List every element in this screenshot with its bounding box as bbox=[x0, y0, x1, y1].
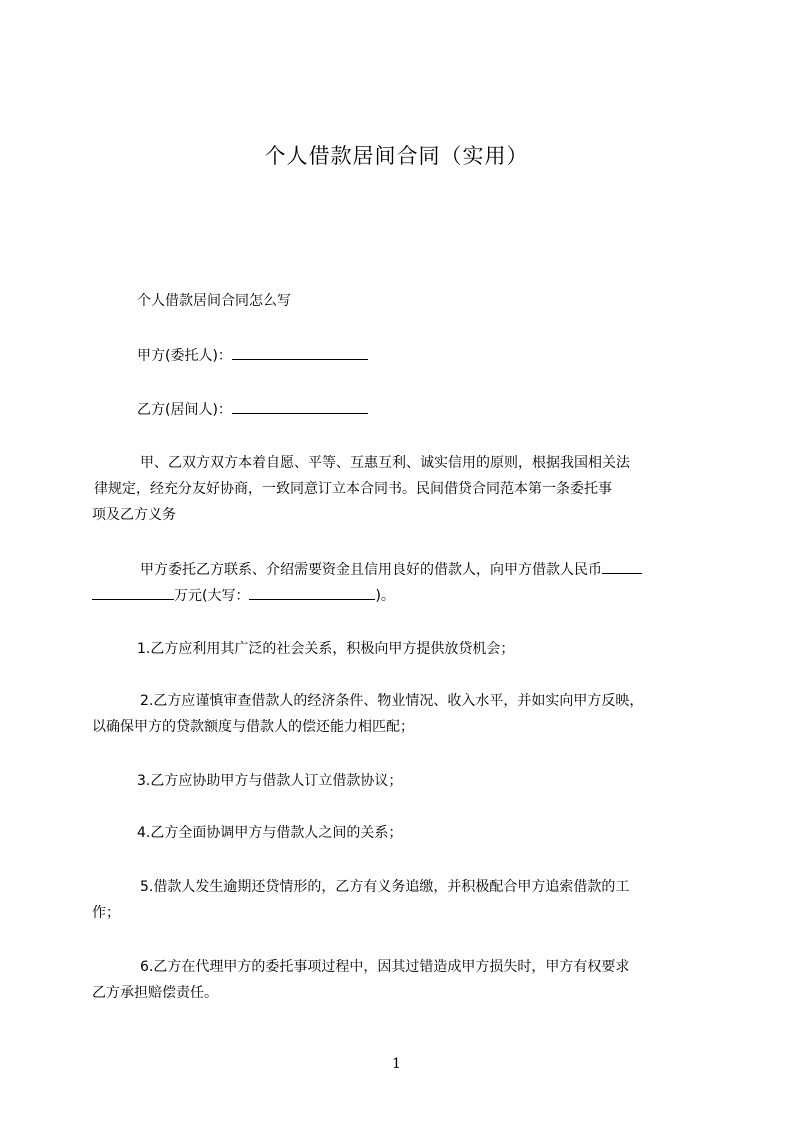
preamble-line-1: 甲、乙双方双方本着自愿、平等、互惠互利、诚实信用的原则，根据我国相关法 bbox=[140, 455, 630, 471]
item-2-line-1: 2.乙方应谨慎审查借款人的经济条件、物业情况、收入水平，并如实向甲方反映， bbox=[140, 693, 644, 709]
entrust-end: )。 bbox=[375, 588, 395, 604]
amount-blank-2 bbox=[92, 584, 174, 600]
party-b-line bbox=[137, 398, 368, 421]
party-b-label: 乙方(居间人)： bbox=[137, 402, 232, 418]
party-a-line bbox=[137, 344, 368, 367]
entrust-line-2 bbox=[92, 584, 395, 607]
item-4: 4.乙方全面协调甲方与借款人之间的关系； bbox=[137, 825, 403, 841]
party-b-blank bbox=[232, 398, 368, 414]
preamble-line-2: 律规定，经充分友好协商，一致同意订立本合同书。民间借贷合同范本第一条委托事 bbox=[94, 481, 612, 497]
amount-blank-1 bbox=[602, 558, 642, 574]
party-a-blank bbox=[232, 344, 368, 360]
party-a-label: 甲方(委托人)： bbox=[137, 348, 232, 364]
preamble-line-3: 项及乙方义务 bbox=[92, 507, 176, 523]
page-number: 1 bbox=[392, 1056, 401, 1072]
item-5-line-1: 5.借款人发生逾期还贷情形的，乙方有义务追缴，并积极配合甲方追索借款的工 bbox=[140, 879, 630, 895]
item-1: 1.乙方应利用其广泛的社会关系，积极向甲方提供放贷机会； bbox=[137, 641, 515, 657]
subtitle: 个人借款居间合同怎么写 bbox=[137, 293, 291, 309]
entrust-unit: 万元(大写： bbox=[174, 588, 250, 604]
entrust-text: 甲方委托乙方联系、介绍需要资金且信用良好的借款人，向甲方借款人民币 bbox=[140, 562, 602, 578]
item-5-line-2: 作； bbox=[92, 905, 120, 921]
item-3: 3.乙方应协助甲方与借款人订立借款协议； bbox=[137, 773, 403, 789]
document-title: 个人借款居间合同（实用） bbox=[264, 144, 529, 168]
item-2-line-2: 以确保甲方的贷款额度与借款人的偿还能力相匹配； bbox=[92, 719, 414, 735]
item-6-line-2: 乙方承担赔偿责任。 bbox=[92, 985, 218, 1001]
entrust-line-1 bbox=[140, 558, 642, 581]
item-6-line-1: 6.乙方在代理甲方的委托事项过程中，因其过错造成甲方损失时，甲方有权要求 bbox=[140, 959, 630, 975]
amount-words-blank bbox=[249, 584, 375, 600]
